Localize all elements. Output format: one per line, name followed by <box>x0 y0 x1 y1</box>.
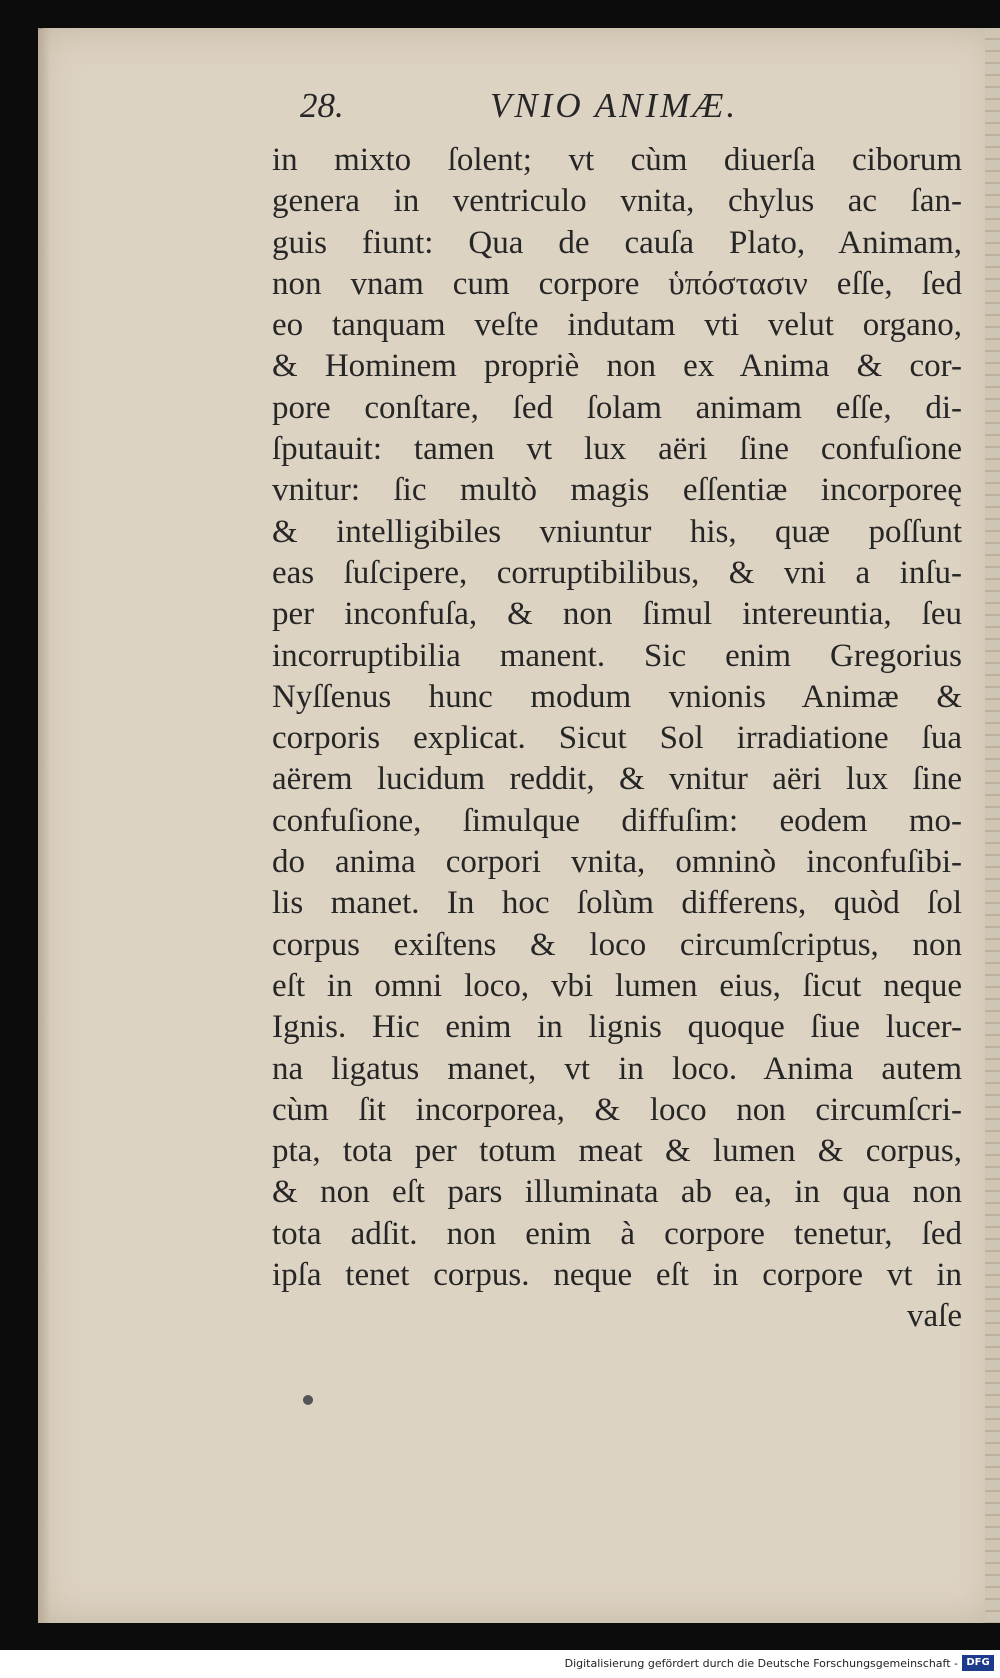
text-line: eo tanquam veſte indutam vti velut organo, <box>272 307 962 344</box>
text-line: tota adſit. non enim à corpore tenetur, ſed <box>272 1215 962 1252</box>
text-line: corporis explicat. Sicut Sol irradiatione ſua <box>272 720 962 757</box>
text-line: aërem lucidum reddit, & vnitur aëri lux ſine <box>272 761 962 798</box>
text-line: pta, tota per totum meat & lumen & corpus, <box>272 1133 962 1170</box>
text-line: Nyſſenus hunc modum vnionis Animæ & <box>272 678 962 715</box>
text-line: & Hominem propriè non ex Anima & cor- <box>272 348 962 385</box>
text-line: pore conſtare, ſed ſolam animam eſſe, di- <box>272 389 962 426</box>
text-line: in mixto ſolent; vt cùm diuerſa ciborum <box>272 142 962 178</box>
text-line: & non eſt pars illuminata ab ea, in qua non <box>272 1174 962 1211</box>
text-line: cùm ſit incorporea, & loco non circumſcri- <box>272 1091 962 1128</box>
text-line: eas ſuſcipere, corruptibilibus, & vni a inſu- <box>272 554 962 591</box>
text-line: vnitur: ſic multò magis eſſentiæ incorporeę <box>272 472 962 509</box>
text-line: non vnam cum corpore ὑπόστασιν eſſe, ſed <box>272 265 962 302</box>
text-line: do anima corpori vnita, omninò inconfuſibi- <box>272 844 962 881</box>
text-line: ſputauit: tamen vt lux aëri ſine confuſione <box>272 431 962 468</box>
text-line: genera in ventriculo vnita, chylus ac ſan- <box>272 183 962 220</box>
funding-credit: Digitalisierung gefördert durch die Deutsche Forschungsgemeinschaft - <box>564 1657 958 1670</box>
page-number: 28. <box>300 86 344 125</box>
text-line: per inconfuſa, & non ſimul intereuntia, ſeu <box>272 596 962 633</box>
text-line: confuſione, ſimulque diffuſim: eodem mo- <box>272 802 962 839</box>
footer-bar <box>0 1650 1000 1678</box>
page-edge-strip <box>985 28 1000 1623</box>
text-line: lis manet. In hoc ſolùm differens, quòd ſol <box>272 885 962 922</box>
dfg-logo: DFG <box>962 1655 994 1671</box>
catchword: vaſe <box>907 1298 962 1335</box>
running-head <box>300 86 900 136</box>
text-line: ipſa tenet corpus. neque eſt in corpore vt in <box>272 1257 962 1294</box>
text-line: corpus exiſtens & loco circumſcriptus, non <box>272 926 962 963</box>
text-line: incorruptibilia manent. Sic enim Gregorius <box>272 637 962 674</box>
text-line: guis fiunt: Qua de cauſa Plato, Animam, <box>272 224 962 261</box>
text-line: eſt in omni loco, vbi lumen eius, ſicut neque <box>272 967 962 1004</box>
text-line: na ligatus manet, vt in loco. Anima autem <box>272 1050 962 1087</box>
ink-spot <box>303 1395 313 1405</box>
page-gutter-shadow <box>38 28 50 1623</box>
text-line: Ignis. Hic enim in lignis quoque ſiue lucer- <box>272 1009 962 1046</box>
text-line: & intelligibiles vniuntur his, quæ poſſunt <box>272 513 962 550</box>
body-text <box>272 140 962 1338</box>
running-title: VNIO ANIMÆ. <box>490 86 739 125</box>
